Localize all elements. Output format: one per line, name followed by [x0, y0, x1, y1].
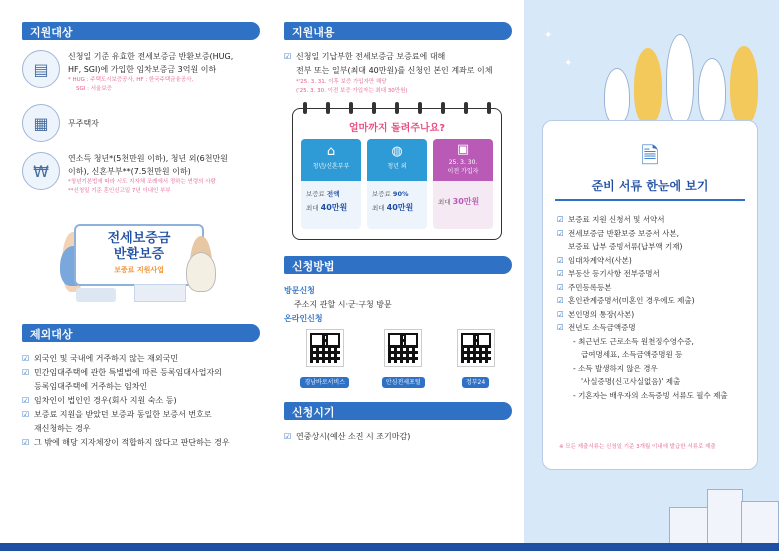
support-section-header: [22, 22, 248, 40]
campaign-signboard: 전세보증금 반환보증 보증료 지원사업: [74, 224, 204, 286]
online-title: 온라인신청: [284, 314, 323, 323]
exclude-section-header: [22, 324, 248, 342]
calendar-icon: ▣: [456, 142, 470, 157]
list-item: ☑ 전세보증금 반환보증 보증서 사본,: [557, 227, 749, 241]
desk-illustration: [76, 288, 116, 302]
checkbox-icon: ☑: [557, 269, 564, 278]
people-illustration: [594, 28, 764, 128]
list-item: ☑ 임대차계약서(사본): [557, 254, 749, 268]
refund-calendar: [292, 108, 502, 240]
visit-title: 방문신청: [284, 286, 315, 295]
checkbox-icon: ☑: [557, 255, 564, 265]
list-item: - 기혼자는 배우자의 소득증빙 서류도 필수 제출: [573, 390, 728, 400]
qr-code-icon[interactable]: [385, 330, 421, 366]
checkbox-icon: ☑: [284, 432, 292, 441]
list-item: ☑ 보증료 지원 신청서 및 서약서: [557, 213, 749, 227]
list-item: ☑ 임차인이 법인인 경우(회사 지원 숙소 등): [22, 394, 248, 408]
column-middle: 지원내용 ☑ 신청일 기납부한 전세보증금 보증료에 대해 전부 또는 일부(최대 40만원)를 신청인 본인 계좌로 이체 *'25. 3. 31. 이후 보증 가입자만 해당 ('25. 3. 30. 이전 보증 가입자는 최대 30만원) 얼마까지 돌려주나요? ⌂ 청년/신혼부부 보증료 전액 최대 40만원 ◍ 청년 외 보증료 90% 최대 40만원 ▣ 25. 3. 30. 이전 가입자 최대 30만원 신청방법 방문신청 주소지 관할 시·군·구청 방문 온라인신청 경남바로서비스 안심전세포털 정부24 신청시기 ☑ 연중상시(예산 소진 시 조기마감): [262, 0, 524, 551]
support-item: ▤ 신청일 기준 유효한 전세보증금 반환보증(HUG, HF, SGI)에 가입한 임차보증금 3억원 이하 * HUG : 주택도시보증공사, HF : 한국주택금융공사, SGI : 서울보증: [22, 50, 248, 94]
list-item: ☑ 민간임대주택에 관한 특별법에 따른 등록임대사업자의: [22, 366, 248, 380]
checkbox-icon: ☑: [557, 323, 564, 332]
list-item: - 최근년도 근로소득 원천징수영수증,: [573, 336, 694, 346]
checkbox-icon: ☑: [22, 396, 30, 405]
list-item: ☑ 보증료 지원을 받았던 보증과 동일한 보증서 번호로: [22, 408, 248, 422]
exclude-list: [22, 352, 248, 450]
content-title: 지원내용: [292, 26, 335, 39]
list-item: 보증료 납부 증빙서류(납부액 기재): [568, 242, 683, 251]
checkbox-icon: ☑: [284, 52, 292, 61]
home-icon: ⌂: [326, 144, 336, 159]
support-item: ₩ 연소득 청년*(5천만원 이하), 청년 외(6천만원 이하), 신혼부부**(7.5천만원 이하) *청년기본법에 따라 시도 지자체 조례에서 정하는 연령의 사람 **신청일 기준 혼인신고일 7년 이내인 부부: [22, 152, 248, 196]
checkbox-icon: ☑: [22, 410, 30, 419]
refund-card: ▣ 25. 3. 30. 이전 가입자 최대 30만원: [433, 139, 493, 229]
sparkle-icon: ✦: [544, 30, 553, 41]
id-card-icon: ▤: [22, 50, 60, 88]
content-section-header: [284, 22, 510, 40]
list-item: 재신청하는 경우: [34, 424, 91, 433]
column-right: [524, 0, 779, 551]
checkbox-icon: ☑: [22, 438, 30, 447]
campaign-illustration: [22, 206, 248, 316]
list-item: - 소득 발생하지 않은 경우: [573, 363, 658, 373]
list-item: ☑ 전년도 소득금액증명: [557, 321, 749, 335]
list-item: ☑ 그 밖에 해당 지자체장이 적합하지 않다고 판단하는 경우: [22, 436, 248, 450]
column-left: [0, 0, 262, 551]
checkbox-icon: ☑: [557, 309, 564, 319]
house-illustration: [134, 284, 186, 302]
checkbox-icon: ☑: [22, 368, 30, 377]
checkbox-icon: ☑: [557, 228, 564, 238]
documents-note: ※ 모든 제출서류는 신청일 기준 3개월 이내에 발급한 서류로 제출: [559, 444, 716, 450]
person-illustration: [186, 252, 216, 292]
qr-code-icon[interactable]: [307, 330, 343, 366]
list-item: ☑ 본인명의 통장(사본): [557, 308, 749, 322]
list-item: ☑ 부동산 등기사항 전부증명서: [557, 267, 749, 281]
income-document-icon: ₩: [22, 152, 60, 190]
list-item: ☑ 혼인관계증명서(미혼인 경우에도 제출): [557, 294, 749, 308]
support-title: 지원대상: [30, 26, 73, 39]
method-section-header: [284, 256, 510, 274]
qr-item[interactable]: 경남바로서비스: [300, 330, 349, 388]
refund-question: 얼마까지 돌려주나요?: [348, 123, 446, 134]
bottom-bar: [0, 543, 779, 551]
globe-icon: ◍: [391, 144, 403, 159]
checkbox-icon: ☑: [557, 296, 564, 305]
support-item: ▦ 무주택자: [22, 104, 248, 142]
period-section-header: [284, 402, 510, 420]
method-title: 신청방법: [292, 260, 335, 273]
documents-card: [542, 120, 758, 470]
qr-item[interactable]: 정부24: [458, 330, 494, 388]
checkbox-icon: ☑: [557, 215, 564, 224]
document-search-icon: 🗎: [641, 144, 659, 169]
documents-list: [557, 213, 749, 402]
buildings-illustration: [659, 481, 779, 551]
sparkle-icon: ✦: [564, 58, 573, 69]
checkbox-icon: ☑: [557, 282, 564, 292]
refund-card: ⌂ 청년/신혼부부 보증료 전액 최대 40만원: [301, 139, 361, 229]
list-item: ☑ 주민등록등본: [557, 281, 749, 295]
period-title: 신청시기: [292, 406, 335, 419]
qr-code-icon[interactable]: [458, 330, 494, 366]
documents-title: 준비 서류 한눈에 보기: [591, 179, 709, 193]
list-item: '사실증명(신고사실없음)' 제출: [581, 377, 681, 386]
list-item: ☑ 외국인 및 국내에 거주하지 않는 재외국민: [22, 352, 248, 366]
qr-codes: [284, 330, 510, 388]
calculator-icon: ▦: [22, 104, 60, 142]
list-item: 등록임대주택에 거주하는 임차인: [34, 382, 148, 391]
checkbox-icon: ☑: [22, 354, 30, 363]
exclude-title: 제외대상: [30, 328, 73, 341]
refund-card: ◍ 청년 외 보증료 90% 최대 40만원: [367, 139, 427, 229]
qr-item[interactable]: 안심전세포털: [382, 330, 425, 388]
list-item: 급여명세표, 소득금액증명원 등: [581, 350, 683, 359]
